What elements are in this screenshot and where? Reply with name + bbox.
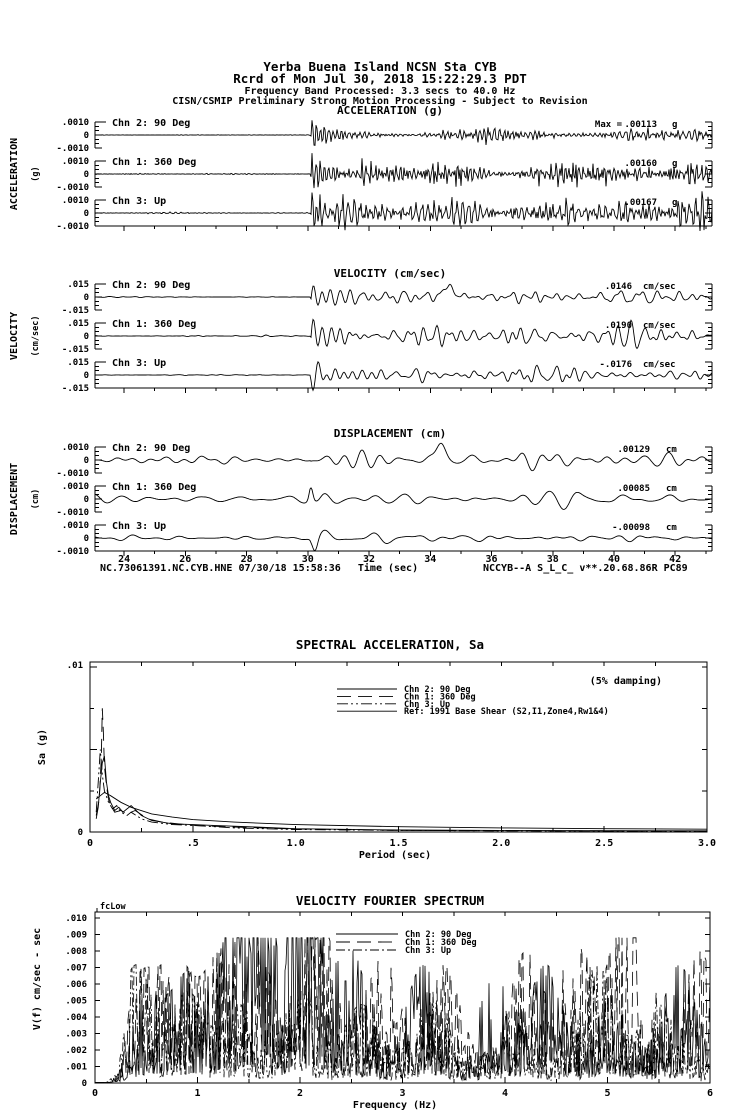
ytick-label-zero: 0 [83,170,89,180]
fourier-ytick-label: 0 [81,1079,87,1089]
sa-ylabel: Sa (g) [37,728,48,766]
time-tick-label: 38 [546,554,559,565]
ytick-label-bottom: -.015 [61,306,89,316]
fourier-xtick-label: 6 [706,1088,714,1099]
ytick-label-zero: 0 [83,332,89,342]
row-right-axis [705,323,712,349]
sa-series-3 [96,792,707,829]
velocity-axis-units: (cm/sec) [31,315,41,357]
ytick-label-bottom: -.015 [61,384,89,394]
sa-xlabel: Period (sec) [358,850,432,861]
displacement-axis-label: DISPLACEMENT [9,462,20,536]
fourier-ytick-label: .001 [65,1062,87,1073]
fourier-ytick-label: .005 [65,996,87,1007]
ytick-label-zero: 0 [83,209,89,219]
acceleration-time-axis [95,226,712,231]
max-units: cm/sec [643,360,676,370]
fourier-ytick-label: .002 [65,1046,87,1056]
sa-axes [90,662,707,832]
ytick-label-bottom: -.015 [61,345,89,355]
channel-label: Chn 1: 360 Deg [112,157,197,168]
record-id-footer: NC.73061391.NC.CYB.HNE 07/30/18 15:58:36 [100,563,341,574]
velocity-fourier-spectrum-plot [65,908,713,1099]
ytick-label-bottom: -.0010 [56,222,89,232]
report-header [172,59,587,107]
fourier-ytick-label: .007 [65,963,87,974]
max-units: g [672,159,678,169]
fourier-legend-label: Chn 3: Up [405,946,452,956]
velocity-panel-title: VELOCITY (cm/sec) [333,267,447,280]
displacement-panel [56,443,712,565]
channel-label: Chn 3: Up [112,196,167,207]
processing-disclaimer: CISN/CSMIP Preliminary Strong Motion Processing - Subject to Revision [172,96,588,107]
max-value: .00113 [624,120,657,130]
row-right-axis [705,161,712,187]
channel-label: Chn 2: 90 Deg [112,280,191,291]
fourier-ytick-label: .003 [65,1029,87,1040]
fourier-xlabel: Frequency (Hz) [352,1100,438,1111]
sa-damping-note: (5% damping) [589,676,662,687]
sa-xtick-label: 0 [86,838,94,849]
ytick-label-top: .015 [67,358,89,368]
max-units: g [672,198,678,208]
fourier-plot-title: VELOCITY FOURIER SPECTRUM [295,893,485,908]
channel-label: Chn 2: 90 Deg [112,118,191,129]
acceleration-row-0 [56,118,712,154]
max-prefix-label: Max = [594,120,622,130]
row-right-axis [705,447,712,473]
time-axis-label: Time (sec) [357,563,419,574]
ytick-label-top: .0010 [61,157,89,167]
time-tick-label: 34 [424,554,437,565]
record-timestamp: Rcrd of Mon Jul 30, 2018 15:22:29.3 PDT [233,71,527,86]
fourier-ytick-label: .009 [65,930,87,941]
acceleration-panel-title: ACCELERATION (g) [337,104,443,117]
time-tick-label: 36 [485,554,498,565]
fourier-legend-label: Chn 2: 90 Deg [405,930,472,940]
acceleration-axis-label: ACCELERATION [9,137,20,211]
velocity-row-1 [62,319,712,355]
displacement-axis-units: (cm) [31,488,41,510]
frequency-band-note: Frequency Band Processed: 3.3 secs to 40.0 Hz [244,86,516,97]
acceleration-row-1 [56,153,712,193]
ytick-label-top: .015 [67,280,89,290]
sa-xtick-label: 2.0 [492,838,511,849]
max-units: cm/sec [643,282,676,292]
ytick-label-bottom: -.0010 [56,469,89,479]
spectral-acceleration-plot [87,662,716,849]
fourier-xtick-label: 1 [194,1088,201,1099]
ytick-label-bottom: -.0010 [56,183,89,193]
time-tick-label: 40 [607,554,621,565]
max-units: cm [666,484,677,494]
ytick-label-top: .0010 [61,482,89,492]
channel-label: Chn 3: Up [112,358,167,369]
fourier-xtick-label: 4 [501,1088,509,1099]
channel-label: Chn 2: 90 Deg [112,443,191,454]
sa-legend-label: Chn 2: 90 Deg [404,685,471,695]
ytick-label-top: .0010 [61,443,89,453]
velocity-panel [62,280,712,394]
ytick-label-bottom: -.0010 [56,508,89,518]
displacement-row-1 [56,482,712,518]
ytick-label-zero: 0 [83,534,89,544]
max-value: .0190 [604,321,632,331]
ytick-label-zero: 0 [83,371,89,381]
fourier-xtick-label: 5 [604,1088,611,1099]
sa-xtick-label: .5 [186,838,199,849]
displacement-row-0 [56,443,712,479]
fourier-corner-annotation: fcLow [100,902,126,912]
time-tick-label: 32 [362,554,376,565]
time-tick-label: 30 [301,554,314,565]
displacement-trace-2 [95,530,712,551]
fourier-xtick-label: 3 [399,1088,406,1099]
fourier-xtick-label: 0 [91,1088,99,1099]
acceleration-axis-units: (g) [31,166,41,182]
fourier-legend-label: Chn 1: 360 Deg [405,938,477,948]
max-units: cm [666,445,677,455]
ytick-label-zero: 0 [83,293,89,303]
ytick-label-zero: 0 [83,456,89,466]
velocity-time-axis [95,388,712,393]
row-right-axis [705,284,712,310]
fourier-ytick-label: .006 [65,980,87,990]
max-value: .00160 [624,159,657,169]
sa-series-0 [96,756,707,831]
ytick-label-bottom: -.0010 [56,547,89,557]
time-tick-label: 42 [669,554,682,565]
max-value: .00129 [617,445,650,455]
sa-series-1 [96,708,707,831]
fourier-ytick-label: .008 [65,947,87,957]
sa-xtick-label: 3.0 [697,838,717,849]
max-value: .00167 [624,198,657,208]
channel-label: Chn 1: 360 Deg [112,482,197,493]
ytick-label-top: .0010 [61,521,89,531]
max-units: cm [666,523,677,533]
fourier-ylabel: V(f) cm/sec - sec [32,927,43,1031]
ytick-label-top: .0010 [61,196,89,206]
processing-version-footer: NCCYB--A S_L_C_ v**.20.68.86R PC89 [483,563,688,574]
max-value: .00085 [617,484,650,494]
sa-ytick-zero: 0 [77,828,83,838]
max-units: g [672,120,678,130]
displacement-panel-title: DISPLACEMENT (cm) [333,427,447,440]
sa-xtick-label: 1.5 [389,838,408,849]
velocity-row-0 [62,280,712,316]
sa-xtick-label: 2.5 [595,838,614,849]
ytick-label-zero: 0 [83,495,89,505]
sa-legend-label: Chn 1: 360 Deg [404,692,476,703]
ytick-label-bottom: -.0010 [56,144,89,154]
ytick-label-top: .015 [67,319,89,329]
max-units: cm/sec [643,321,676,331]
max-value: -.0176 [599,360,632,370]
acceleration-trace-2 [95,191,712,231]
time-tick-label: 26 [179,554,192,565]
station-title: Yerba Buena Island NCSN Sta CYB [263,59,497,74]
channel-label: Chn 3: Up [112,521,167,532]
time-tick-label: 24 [118,554,131,565]
sa-ytick-top: .01 [66,661,83,671]
sa-plot-title: SPECTRAL ACCELERATION, Sa [295,637,485,652]
fourier-xtick-label: 2 [296,1088,304,1099]
sa-legend-label: Ref: 1991 Base Shear (S2,I1,Zone4,Rw1&4) [404,707,609,718]
sa-legend-label: Chn 3: Up [404,699,451,710]
fourier-ytick-label: .010 [65,914,87,924]
acceleration-panel [56,118,712,232]
max-value: -.00098 [612,523,650,533]
ytick-label-top: .0010 [61,118,89,128]
velocity-axis-label: VELOCITY [9,311,20,361]
fourier-ytick-label: .004 [65,1013,87,1023]
time-tick-label: 28 [240,554,253,565]
channel-label: Chn 1: 360 Deg [112,319,197,330]
ytick-label-zero: 0 [83,131,89,141]
sa-xtick-label: 1.0 [286,838,305,849]
max-value: .0146 [604,282,632,292]
